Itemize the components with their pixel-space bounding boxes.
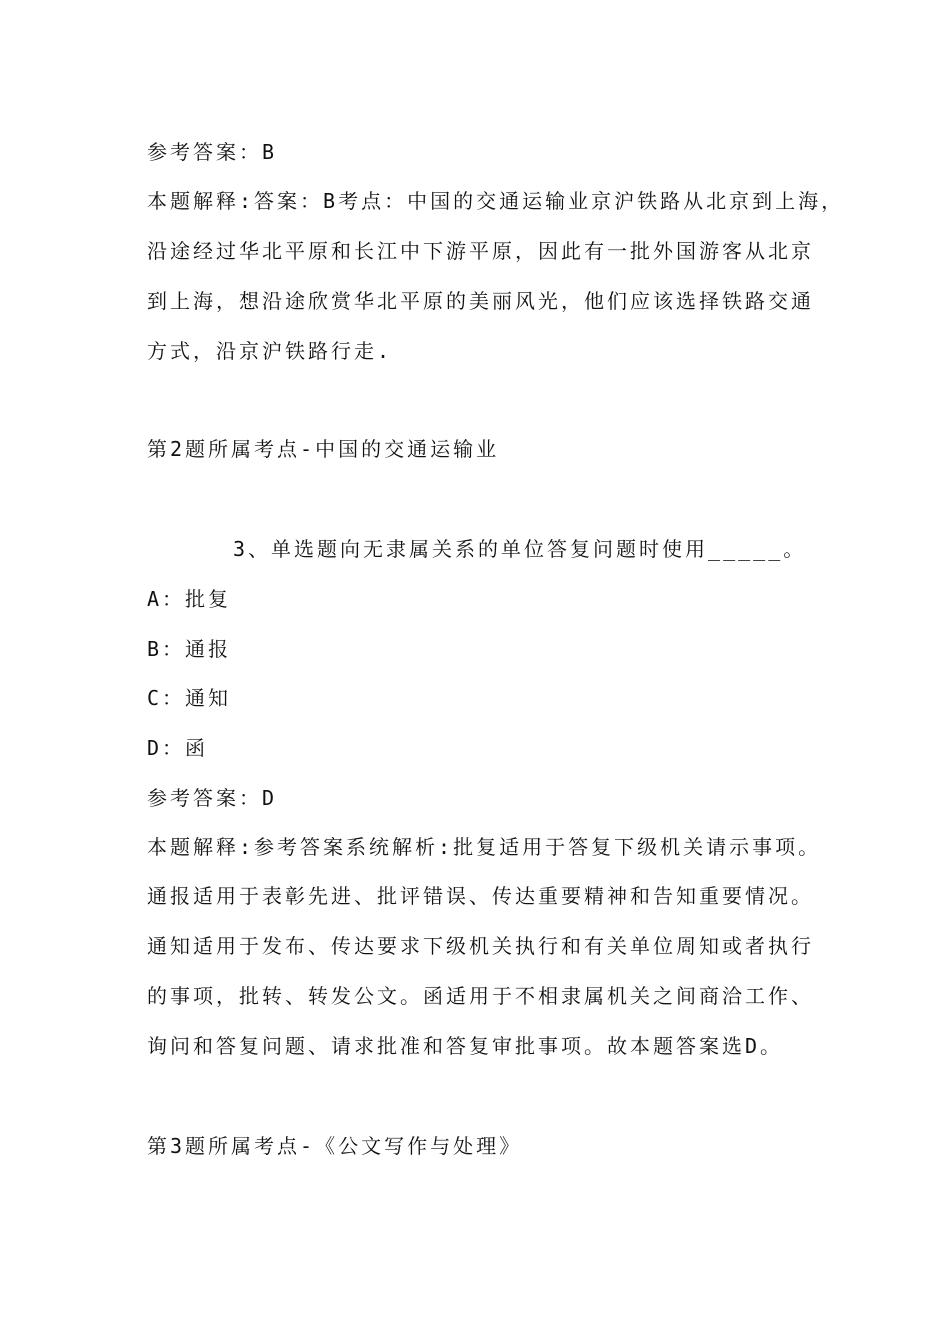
q3-explanation-line: 询问和答复问题、请求批准和答复审批事项。故本题答案选D。 xyxy=(147,1034,784,1058)
q2-explanation-line: 沿途经过华北平原和长江中下游平原，因此有一批外国游客从北京 xyxy=(147,239,814,263)
q3-explanation-line: 通知适用于发布、传达要求下级机关执行和有关单位周知或者执行 xyxy=(147,934,814,958)
q3-question: 3、单选题向无隶属关系的单位答复问题时使用_____。 xyxy=(233,537,807,561)
q3-explanation-line: 的事项，批转、转发公文。函适用于不相隶属机关之间商洽工作、 xyxy=(147,984,814,1008)
q3-answer: 参考答案：D xyxy=(147,786,278,810)
q3-option-c: C：通知 xyxy=(147,686,232,710)
q3-option-b: B：通报 xyxy=(147,637,232,661)
q2-explanation-line: 到上海，想沿途欣赏华北平原的美丽风光，他们应该选择铁路交通 xyxy=(147,289,814,313)
q3-explanation-line: 本题解释:参考答案系统解析:批复适用于答复下级机关请示事项。 xyxy=(147,835,822,859)
q3-topic: 第3题所属考点-《公文写作与处理》 xyxy=(147,1134,523,1158)
q2-answer: 参考答案：B xyxy=(147,140,278,164)
q3-explanation-line: 通报适用于表彰先进、批评错误、传达重要精神和告知重要情况。 xyxy=(147,884,814,908)
q3-option-a: A：批复 xyxy=(147,587,232,611)
q2-explanation-line: 方式，沿京沪铁路行走. xyxy=(147,339,393,363)
q2-explanation-line: 本题解释:答案：B考点：中国的交通运输业京沪铁路从北京到上海， xyxy=(147,189,845,213)
q3-option-d: D：函 xyxy=(147,736,209,760)
q2-topic: 第2题所属考点-中国的交通运输业 xyxy=(147,437,500,461)
